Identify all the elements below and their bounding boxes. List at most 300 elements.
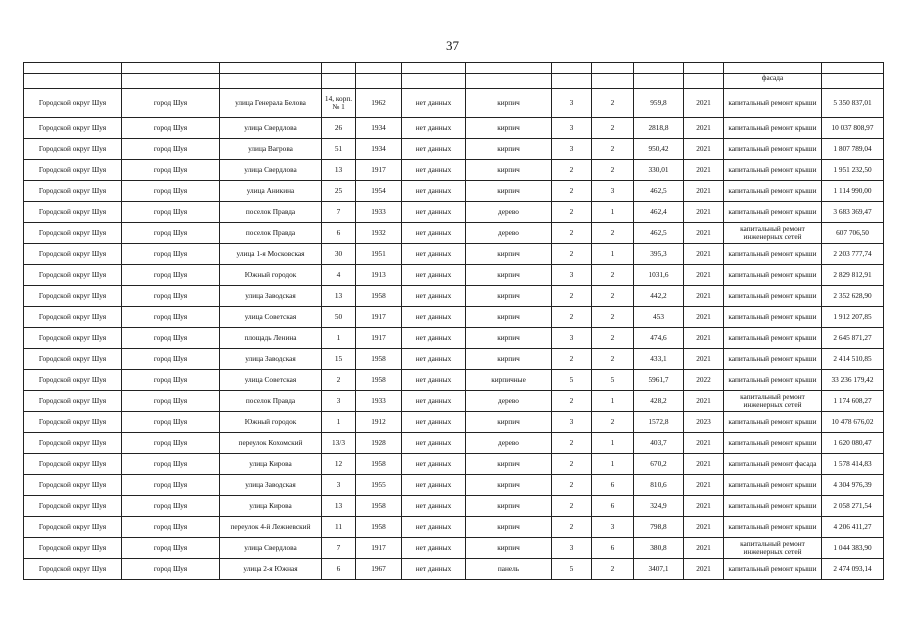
cell-year-built: 1928 [356, 433, 402, 454]
cell-entrances: 2 [592, 139, 634, 160]
cell-street: улица Заводская [220, 286, 322, 307]
cell-year-plan: 2021 [684, 181, 724, 202]
cell-floors: 2 [552, 223, 592, 244]
cell-city: город Шуя [122, 349, 220, 370]
cell-house: 12 [322, 454, 356, 475]
cell-house: 1 [322, 328, 356, 349]
cell-year-plan: 2021 [684, 202, 724, 223]
cell-entrances: 2 [592, 265, 634, 286]
table-row [24, 370, 884, 391]
cell-year-plan: 2021 [684, 286, 724, 307]
cell-city: город Шуя [122, 391, 220, 412]
cell-street: улица Советская [220, 307, 322, 328]
cell-work-type: капитальный ремонт крыши [724, 89, 822, 118]
table-row [24, 202, 884, 223]
cell-city: город Шуя [122, 286, 220, 307]
cell-year-overhaul: нет данных [402, 475, 466, 496]
cell-city: город Шуя [122, 181, 220, 202]
cell-wall-material: панель [466, 559, 552, 580]
cell-cost: 1 174 608,27 [822, 391, 884, 412]
table-row [24, 517, 884, 538]
cell-district: Городской округ Шуя [24, 454, 122, 475]
cell-wall-material: кирпич [466, 286, 552, 307]
table-row [24, 349, 884, 370]
cell-city: город Шуя [122, 223, 220, 244]
cell-work-type: капитальный ремонт крыши [724, 496, 822, 517]
cell-house: 13 [322, 160, 356, 181]
cell-street: улица 2-я Южная [220, 559, 322, 580]
cell-house: 3 [322, 391, 356, 412]
cell-wall-material: кирпич [466, 139, 552, 160]
cell-wall-material: дерево [466, 433, 552, 454]
cell-year-built: 1958 [356, 349, 402, 370]
cell-entrances: 2 [592, 286, 634, 307]
cell-floors: 5 [552, 559, 592, 580]
cell-work-type: капитальный ремонт инженерных сетей [724, 223, 822, 244]
cell-floors: 2 [552, 349, 592, 370]
table-row [24, 559, 884, 580]
cell-street: улица Свердлова [220, 538, 322, 559]
cell-year-built: 1917 [356, 328, 402, 349]
cell-year-overhaul: нет данных [402, 118, 466, 139]
cell-district: Городской округ Шуя [24, 244, 122, 265]
cell-floors: 5 [552, 370, 592, 391]
table-row [24, 181, 884, 202]
cell-wall-material: кирпич [466, 412, 552, 433]
cell-work: фасада [724, 74, 822, 89]
cell-wall-material: кирпич [466, 328, 552, 349]
cell-floors: 2 [552, 475, 592, 496]
cell-work-type: капитальный ремонт крыши [724, 118, 822, 139]
cell-district: Городской округ Шуя [24, 89, 122, 118]
cell-area: 395,3 [634, 244, 684, 265]
cell-area: 474,6 [634, 328, 684, 349]
cell-area: 442,2 [634, 286, 684, 307]
header-spacer-row [24, 63, 884, 74]
cell-wall-material: кирпич [466, 265, 552, 286]
cell-cost: 3 683 369,47 [822, 202, 884, 223]
cell-year-plan: 2021 [684, 307, 724, 328]
cell-district: Городской округ Шуя [24, 160, 122, 181]
cell-year-overhaul: нет данных [402, 160, 466, 181]
cell-city: город Шуя [122, 559, 220, 580]
cell-work-type: капитальный ремонт инженерных сетей [724, 538, 822, 559]
cell-house: 7 [322, 538, 356, 559]
cell-city: город Шуя [122, 370, 220, 391]
cell-district: Городской округ Шуя [24, 328, 122, 349]
cell-house: 11 [322, 517, 356, 538]
cell-year-built: 1912 [356, 412, 402, 433]
cell-area: 1031,6 [634, 265, 684, 286]
cell-wall-material: дерево [466, 202, 552, 223]
cell-house: 1 [322, 412, 356, 433]
cell-district: Городской округ Шуя [24, 139, 122, 160]
cell-year-overhaul: нет данных [402, 454, 466, 475]
cell-year-overhaul: нет данных [402, 265, 466, 286]
cell-year-built: 1958 [356, 454, 402, 475]
cell-year-built: 1967 [356, 559, 402, 580]
cell-area: 462,4 [634, 202, 684, 223]
cell-street: Южный городок [220, 265, 322, 286]
cell-wall-material: кирпич [466, 349, 552, 370]
cell-year-plan: 2021 [684, 349, 724, 370]
cell-house: 2 [322, 370, 356, 391]
cell-entrances: 2 [592, 307, 634, 328]
table-row [24, 223, 884, 244]
table-row [24, 139, 884, 160]
cell-year-built: 1951 [356, 244, 402, 265]
cell-year-overhaul: нет данных [402, 223, 466, 244]
cell-work-type: капитальный ремонт крыши [724, 244, 822, 265]
cell-area: 670,2 [634, 454, 684, 475]
cell-city: город Шуя [122, 118, 220, 139]
cell-work-type: капитальный ремонт крыши [724, 328, 822, 349]
cell-city: город Шуя [122, 307, 220, 328]
cell-street: переулок Кохомский [220, 433, 322, 454]
cell-wall-material: кирпич [466, 454, 552, 475]
cell-work-type: капитальный ремонт крыши [724, 160, 822, 181]
cell-work-type: капитальный ремонт крыши [724, 286, 822, 307]
table-row [24, 286, 884, 307]
cell-floors: 2 [552, 286, 592, 307]
cell-city: город Шуя [122, 89, 220, 118]
cell-street: улица Советская [220, 370, 322, 391]
cell-city: город Шуя [122, 475, 220, 496]
cell-floors: 3 [552, 328, 592, 349]
cell-house: 14, корп. № 1 [322, 89, 356, 118]
cell-entrances: 1 [592, 454, 634, 475]
cell-wall-material: кирпич [466, 538, 552, 559]
cell-year-plan: 2021 [684, 328, 724, 349]
cell-house: 13/3 [322, 433, 356, 454]
cell-floors: 2 [552, 244, 592, 265]
cell-street: улица Кирова [220, 454, 322, 475]
cell-entrances: 1 [592, 433, 634, 454]
cell-district: Городской округ Шуя [24, 181, 122, 202]
cell-year-plan: 2022 [684, 370, 724, 391]
cell-cost: 2 058 271,54 [822, 496, 884, 517]
cell-city: город Шуя [122, 517, 220, 538]
cell-house: 4 [322, 265, 356, 286]
cell-year-plan: 2021 [684, 517, 724, 538]
cell-year-plan: 2021 [684, 89, 724, 118]
cell-work-type: капитальный ремонт крыши [724, 370, 822, 391]
cell-year-plan: 2021 [684, 559, 724, 580]
housing-registry-table [23, 62, 884, 580]
cell-area: 433,1 [634, 349, 684, 370]
cell-cost: 1 044 383,90 [822, 538, 884, 559]
cell-district: Городской округ Шуя [24, 538, 122, 559]
cell-house: 6 [322, 559, 356, 580]
cell-wall-material: кирпич [466, 517, 552, 538]
cell-year-overhaul: нет данных [402, 538, 466, 559]
table-row [24, 412, 884, 433]
cell-year-built: 1934 [356, 139, 402, 160]
cell-year-plan: 2021 [684, 160, 724, 181]
cell-entrances: 2 [592, 349, 634, 370]
table-row [24, 328, 884, 349]
cell-year-built: 1934 [356, 118, 402, 139]
cell-area: 2818,8 [634, 118, 684, 139]
cell-entrances: 3 [592, 181, 634, 202]
cell-year-overhaul: нет данных [402, 286, 466, 307]
cell-wall-material: кирпич [466, 475, 552, 496]
cell-house: 13 [322, 286, 356, 307]
cell-year-plan: 2023 [684, 412, 724, 433]
cell-house: 15 [322, 349, 356, 370]
cell-city: город Шуя [122, 160, 220, 181]
cell-wall-material: дерево [466, 391, 552, 412]
cell-entrances: 5 [592, 370, 634, 391]
cell-year-built: 1954 [356, 181, 402, 202]
cell-area: 403,7 [634, 433, 684, 454]
continued-row [24, 74, 884, 89]
cell-floors: 3 [552, 412, 592, 433]
cell-district: Городской округ Шуя [24, 370, 122, 391]
cell-cost: 33 236 179,42 [822, 370, 884, 391]
cell-year-overhaul: нет данных [402, 391, 466, 412]
cell-street: поселок Правда [220, 223, 322, 244]
cell-entrances: 1 [592, 244, 634, 265]
cell-floors: 3 [552, 89, 592, 118]
cell-work-type: капитальный ремонт фасада [724, 454, 822, 475]
cell-entrances: 2 [592, 223, 634, 244]
cell-year-overhaul: нет данных [402, 496, 466, 517]
table-row [24, 118, 884, 139]
cell-city: город Шуя [122, 538, 220, 559]
cell-entrances: 6 [592, 496, 634, 517]
cell-area: 453 [634, 307, 684, 328]
cell-street: поселок Правда [220, 391, 322, 412]
cell-entrances: 1 [592, 391, 634, 412]
cell-area: 462,5 [634, 181, 684, 202]
cell-year-built: 1913 [356, 265, 402, 286]
cell-street: Южный городок [220, 412, 322, 433]
table-row [24, 244, 884, 265]
cell-street: улица Кирова [220, 496, 322, 517]
cell-year-plan: 2021 [684, 118, 724, 139]
cell-district: Городской округ Шуя [24, 307, 122, 328]
cell-area: 959,8 [634, 89, 684, 118]
cell-work-type: капитальный ремонт крыши [724, 475, 822, 496]
cell-area: 950,42 [634, 139, 684, 160]
cell-street: улица Свердлова [220, 160, 322, 181]
table-row [24, 89, 884, 118]
cell-entrances: 2 [592, 118, 634, 139]
cell-city: город Шуя [122, 328, 220, 349]
cell-house: 30 [322, 244, 356, 265]
cell-entrances: 2 [592, 160, 634, 181]
cell-street: площадь Ленина [220, 328, 322, 349]
cell-area: 330,01 [634, 160, 684, 181]
cell-entrances: 2 [592, 89, 634, 118]
cell-entrances: 2 [592, 412, 634, 433]
table-row [24, 496, 884, 517]
cell-cost: 1 912 207,85 [822, 307, 884, 328]
cell-district: Городской округ Шуя [24, 349, 122, 370]
table-row [24, 475, 884, 496]
cell-district: Городской округ Шуя [24, 118, 122, 139]
cell-year-overhaul: нет данных [402, 89, 466, 118]
cell-year-overhaul: нет данных [402, 244, 466, 265]
cell-house: 7 [322, 202, 356, 223]
cell-year-built: 1933 [356, 391, 402, 412]
cell-year-overhaul: нет данных [402, 370, 466, 391]
registry-body [24, 63, 884, 580]
cell-street: улица Аникина [220, 181, 322, 202]
cell-area: 810,6 [634, 475, 684, 496]
cell-cost: 1 578 414,83 [822, 454, 884, 475]
cell-work-type: капитальный ремонт инженерных сетей [724, 391, 822, 412]
cell-city: город Шуя [122, 265, 220, 286]
cell-cost: 2 829 812,91 [822, 265, 884, 286]
cell-year-built: 1958 [356, 286, 402, 307]
cell-work-type: капитальный ремонт крыши [724, 349, 822, 370]
cell-wall-material: кирпич [466, 118, 552, 139]
cell-cost: 607 706,50 [822, 223, 884, 244]
cell-year-overhaul: нет данных [402, 181, 466, 202]
cell-year-plan: 2021 [684, 475, 724, 496]
cell-area: 1572,8 [634, 412, 684, 433]
cell-year-built: 1917 [356, 538, 402, 559]
cell-year-overhaul: нет данных [402, 328, 466, 349]
table-row [24, 391, 884, 412]
cell-floors: 2 [552, 496, 592, 517]
cell-city: город Шуя [122, 454, 220, 475]
cell-city: город Шуя [122, 433, 220, 454]
cell-year-overhaul: нет данных [402, 433, 466, 454]
cell-floors: 2 [552, 202, 592, 223]
cell-wall-material: кирпич [466, 89, 552, 118]
cell-district: Городской округ Шуя [24, 475, 122, 496]
cell-year-plan: 2021 [684, 139, 724, 160]
cell-floors: 2 [552, 160, 592, 181]
cell-year-built: 1958 [356, 496, 402, 517]
cell-wall-material: кирпич [466, 307, 552, 328]
table-row [24, 538, 884, 559]
cell-year-built: 1917 [356, 307, 402, 328]
cell-house: 50 [322, 307, 356, 328]
cell-year-plan: 2021 [684, 496, 724, 517]
cell-work-type: капитальный ремонт крыши [724, 307, 822, 328]
table-row [24, 307, 884, 328]
cell-district: Городской округ Шуя [24, 517, 122, 538]
cell-year-built: 1958 [356, 517, 402, 538]
cell-city: город Шуя [122, 496, 220, 517]
cell-cost: 2 203 777,74 [822, 244, 884, 265]
cell-street: улица Заводская [220, 475, 322, 496]
cell-year-built: 1955 [356, 475, 402, 496]
page-number: 37 [446, 38, 459, 53]
cell-entrances: 2 [592, 559, 634, 580]
cell-work-type: капитальный ремонт крыши [724, 517, 822, 538]
table-row [24, 454, 884, 475]
cell-year-plan: 2021 [684, 223, 724, 244]
cell-city: город Шуя [122, 244, 220, 265]
cell-cost: 1 951 232,50 [822, 160, 884, 181]
cell-work-type: капитальный ремонт крыши [724, 265, 822, 286]
cell-year-built: 1962 [356, 89, 402, 118]
cell-entrances: 1 [592, 202, 634, 223]
cell-wall-material: кирпичные [466, 370, 552, 391]
cell-cost: 4 304 976,39 [822, 475, 884, 496]
cell-street: улица 1-я Московская [220, 244, 322, 265]
cell-floors: 2 [552, 181, 592, 202]
cell-area: 462,5 [634, 223, 684, 244]
cell-year-plan: 2021 [684, 244, 724, 265]
cell-district: Городской округ Шуя [24, 223, 122, 244]
cell-wall-material: кирпич [466, 244, 552, 265]
cell-work-type: капитальный ремонт крыши [724, 202, 822, 223]
cell-year-built: 1933 [356, 202, 402, 223]
table-row [24, 433, 884, 454]
cell-year-plan: 2021 [684, 391, 724, 412]
cell-house: 13 [322, 496, 356, 517]
cell-district: Городской округ Шуя [24, 202, 122, 223]
cell-street: улица Вагрова [220, 139, 322, 160]
table-row [24, 160, 884, 181]
cell-work-type: капитальный ремонт крыши [724, 181, 822, 202]
cell-house: 25 [322, 181, 356, 202]
cell-cost: 2 352 628,90 [822, 286, 884, 307]
cell-floors: 3 [552, 538, 592, 559]
cell-house: 3 [322, 475, 356, 496]
cell-city: город Шуя [122, 139, 220, 160]
cell-street: переулок 4-й Лежневский [220, 517, 322, 538]
cell-house: 26 [322, 118, 356, 139]
cell-cost: 10 478 676,02 [822, 412, 884, 433]
cell-area: 5961,7 [634, 370, 684, 391]
cell-entrances: 3 [592, 517, 634, 538]
cell-year-overhaul: нет данных [402, 307, 466, 328]
cell-floors: 2 [552, 391, 592, 412]
cell-entrances: 2 [592, 328, 634, 349]
cell-street: поселок Правда [220, 202, 322, 223]
cell-area: 3407,1 [634, 559, 684, 580]
cell-street: улица Свердлова [220, 118, 322, 139]
cell-area: 380,8 [634, 538, 684, 559]
cell-year-built: 1932 [356, 223, 402, 244]
cell-year-built: 1958 [356, 370, 402, 391]
cell-district: Городской округ Шуя [24, 286, 122, 307]
cell-work-type: капитальный ремонт крыши [724, 559, 822, 580]
cell-work-type: капитальный ремонт крыши [724, 412, 822, 433]
cell-district: Городской округ Шуя [24, 265, 122, 286]
cell-district: Городской округ Шуя [24, 433, 122, 454]
cell-house: 51 [322, 139, 356, 160]
cell-work-type: капитальный ремонт крыши [724, 433, 822, 454]
cell-year-overhaul: нет данных [402, 139, 466, 160]
cell-district: Городской округ Шуя [24, 412, 122, 433]
cell-area: 324,9 [634, 496, 684, 517]
cell-city: город Шуя [122, 202, 220, 223]
cell-district: Городской округ Шуя [24, 391, 122, 412]
cell-house: 6 [322, 223, 356, 244]
cell-year-plan: 2021 [684, 454, 724, 475]
cell-floors: 2 [552, 517, 592, 538]
cell-cost: 2 645 871,27 [822, 328, 884, 349]
cell-floors: 3 [552, 118, 592, 139]
cell-floors: 3 [552, 139, 592, 160]
cell-year-plan: 2021 [684, 265, 724, 286]
cell-area: 428,2 [634, 391, 684, 412]
cell-year-built: 1917 [356, 160, 402, 181]
cell-city: город Шуя [122, 412, 220, 433]
cell-wall-material: кирпич [466, 496, 552, 517]
cell-wall-material: дерево [466, 223, 552, 244]
cell-floors: 3 [552, 265, 592, 286]
cell-work-type: капитальный ремонт крыши [724, 139, 822, 160]
